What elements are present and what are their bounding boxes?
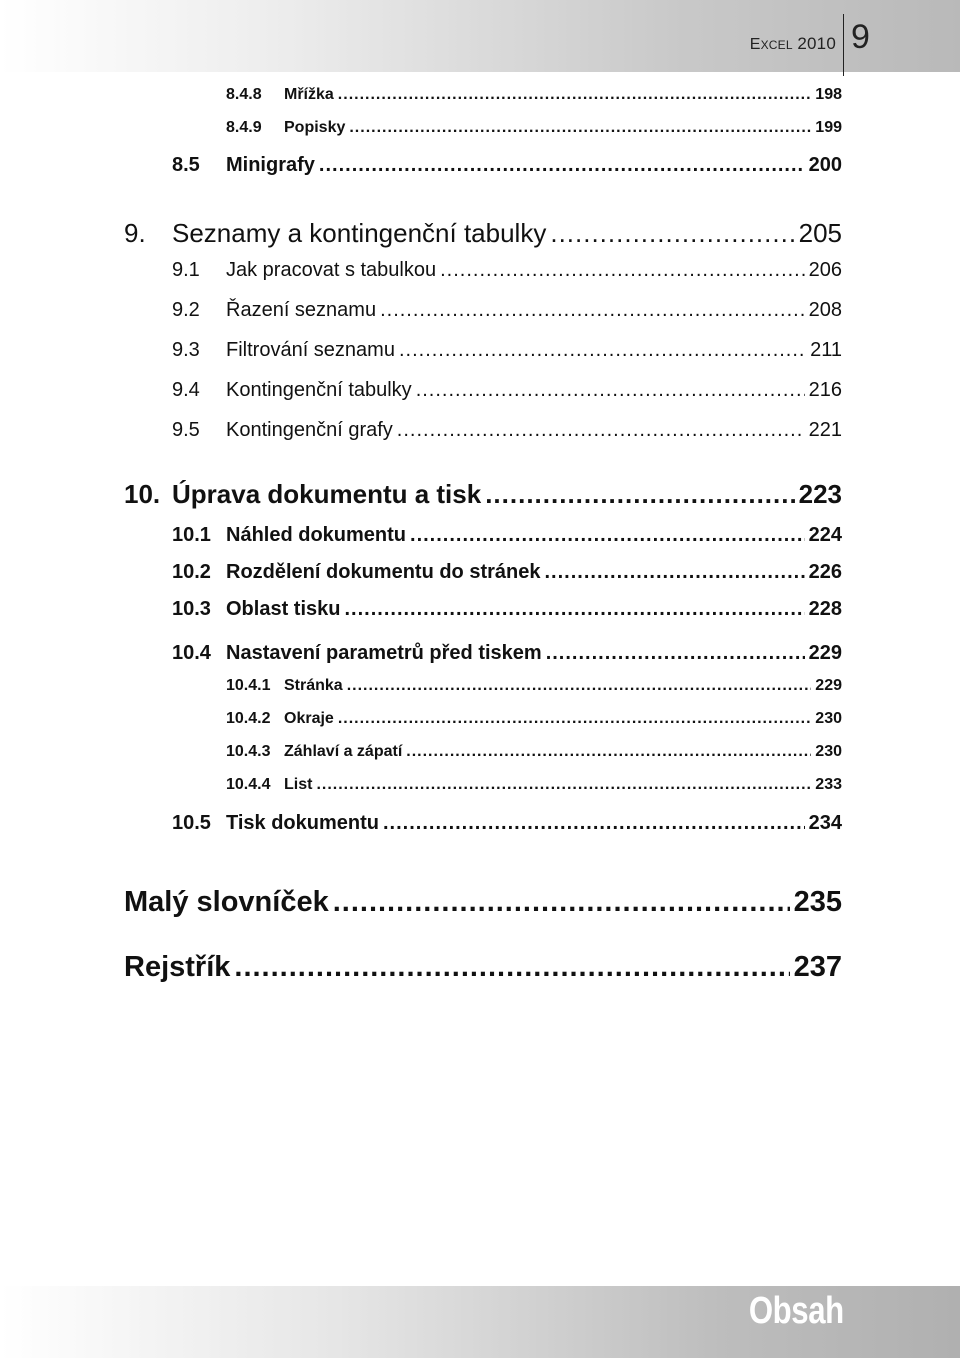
toc-leader-dots <box>344 598 804 621</box>
toc-entry-title: Tisk dokumentu <box>226 812 379 834</box>
toc-leader-dots <box>485 479 794 510</box>
toc-leader-dots <box>383 812 805 835</box>
toc-entry-title: Malý slovníček <box>124 886 329 918</box>
toc-leader-dots <box>440 259 805 282</box>
toc-entry[interactable] <box>172 339 842 362</box>
toc-entry-number: 8.5 <box>172 154 200 176</box>
toc-entry-page: 200 <box>808 154 842 176</box>
toc-entry-page: 237 <box>793 951 842 983</box>
toc-entry-number: 10.4 <box>172 642 211 664</box>
toc-entry-number: 9.1 <box>172 259 200 281</box>
toc-entry-page: 234 <box>808 812 842 834</box>
toc-entry-title: Nastavení parametrů před tiskem <box>226 642 542 664</box>
toc-entry-title: Řazení seznamu <box>226 299 377 321</box>
toc-entry-page: 223 <box>798 479 842 509</box>
toc-entry[interactable] <box>172 299 842 322</box>
toc-entry-page: 198 <box>815 86 842 103</box>
toc-entry-page: 208 <box>808 299 842 321</box>
toc-entry[interactable] <box>172 419 842 442</box>
toc-entry-number: 8.4.8 <box>226 86 262 103</box>
toc-entry-title: Rozdělení dokumentu do stránek <box>226 561 541 583</box>
toc-entry-number: 10.2 <box>172 561 211 583</box>
toc-entry-page: 205 <box>798 218 842 248</box>
toc-entry-title: Mřížka <box>284 86 334 103</box>
toc-leader-dots <box>380 299 805 322</box>
running-header-title <box>750 34 836 54</box>
toc-entry-page: 229 <box>815 677 842 694</box>
toc-entry[interactable] <box>226 119 842 137</box>
toc-entry-title: Oblast tisku <box>226 598 341 620</box>
toc-leader-dots <box>410 524 805 547</box>
toc-entry[interactable] <box>172 379 842 402</box>
toc-leader-dots <box>333 886 790 919</box>
toc-entry[interactable] <box>226 677 842 695</box>
toc-entry-number: 10.3 <box>172 598 211 620</box>
toc-leader-dots <box>550 218 794 249</box>
toc-entry[interactable] <box>172 812 842 835</box>
toc-leader-dots <box>316 776 811 794</box>
toc-leader-dots <box>397 419 805 442</box>
toc-chapter[interactable] <box>124 218 842 249</box>
toc-leader-dots <box>347 677 812 695</box>
toc-entry-number: 9.2 <box>172 299 200 321</box>
toc-index[interactable] <box>124 951 842 984</box>
toc-leader-dots <box>349 119 811 137</box>
toc-entry-title: Rejstřík <box>124 951 231 983</box>
toc-entry-title: Úprava dokumentu a tisk <box>172 479 482 509</box>
toc-leader-dots <box>338 710 811 728</box>
toc-leader-dots <box>406 743 811 761</box>
header-title-year: 2010 <box>797 34 836 53</box>
toc-leader-dots <box>399 339 806 362</box>
toc-leader-dots <box>234 951 789 984</box>
toc-entry[interactable] <box>172 642 842 665</box>
toc-entry-number: 10.4.4 <box>226 776 271 793</box>
toc-entry[interactable] <box>172 524 842 547</box>
toc-entry-title: Stránka <box>284 677 343 694</box>
toc-leader-dots <box>319 154 805 177</box>
toc-entry-title: Jak pracovat s tabulkou <box>226 259 437 281</box>
toc-entry-page: 229 <box>808 642 842 664</box>
toc-entry-title: Kontingenční tabulky <box>226 379 412 401</box>
toc-entry-title: Kontingenční grafy <box>226 419 393 441</box>
toc-entry-page: 230 <box>815 743 842 760</box>
toc-entry-page: 230 <box>815 710 842 727</box>
toc-entry-page: 224 <box>808 524 842 546</box>
toc-entry-page: 221 <box>808 419 842 441</box>
toc-entry-number: 9. <box>124 218 146 248</box>
toc-entry[interactable] <box>172 259 842 282</box>
toc-entry-page: 211 <box>810 339 842 361</box>
toc-entry-number: 9.3 <box>172 339 200 361</box>
toc-entry-page: 206 <box>808 259 842 281</box>
toc-entry-number: 10.5 <box>172 812 211 834</box>
toc-entry-title: Okraje <box>284 710 334 727</box>
toc-leader-dots <box>416 379 805 402</box>
toc-entry-number: 10.4.2 <box>226 710 271 727</box>
toc-entry-number: 10. <box>124 479 161 509</box>
toc-entry-title: Popisky <box>284 119 346 136</box>
toc-entry-number: 10.4.1 <box>226 677 271 694</box>
toc-leader-dots <box>338 86 812 104</box>
toc-entry-number: 9.5 <box>172 419 200 441</box>
toc-chapter[interactable] <box>124 479 842 510</box>
header-title-prefix: E <box>749 36 761 53</box>
header-divider <box>843 14 844 76</box>
toc-entry-number: 10.1 <box>172 524 211 546</box>
toc-entry[interactable] <box>226 710 842 728</box>
toc-entry-page: 226 <box>808 561 842 583</box>
toc-entry-page: 199 <box>815 119 842 136</box>
toc-leader-dots <box>546 642 805 665</box>
toc-leader-dots <box>544 561 804 584</box>
toc-entry[interactable] <box>226 743 842 761</box>
toc-entry-number: 8.4.9 <box>226 119 262 136</box>
toc-entry[interactable] <box>226 776 842 794</box>
toc-entry-number: 9.4 <box>172 379 200 401</box>
section-label: Obsah <box>749 1290 844 1332</box>
toc-entry-title: List <box>284 776 313 793</box>
toc-entry-title: Seznamy a kontingenční tabulky <box>172 218 547 248</box>
toc-entry[interactable] <box>172 154 842 177</box>
toc-entry-page: 235 <box>793 886 842 918</box>
toc-entry-title: Filtrování seznamu <box>226 339 395 361</box>
toc-entry-number: 10.4.3 <box>226 743 271 760</box>
toc-entry[interactable] <box>172 561 842 584</box>
toc-entry-page: 233 <box>815 776 842 793</box>
toc-entry-title: Minigrafy <box>226 154 315 176</box>
toc-entry-title: Záhlaví a zápatí <box>284 743 403 760</box>
toc-entry-title: Náhled dokumentu <box>226 524 407 546</box>
toc-entry[interactable] <box>226 86 842 104</box>
header-page-number: 9 <box>851 18 870 56</box>
toc-entry-page: 228 <box>808 598 842 620</box>
toc-entry[interactable] <box>172 598 842 621</box>
toc-entry-page: 216 <box>808 379 842 401</box>
header-title-smallcaps: XCEL <box>760 38 793 52</box>
toc-glossary[interactable] <box>124 886 842 919</box>
